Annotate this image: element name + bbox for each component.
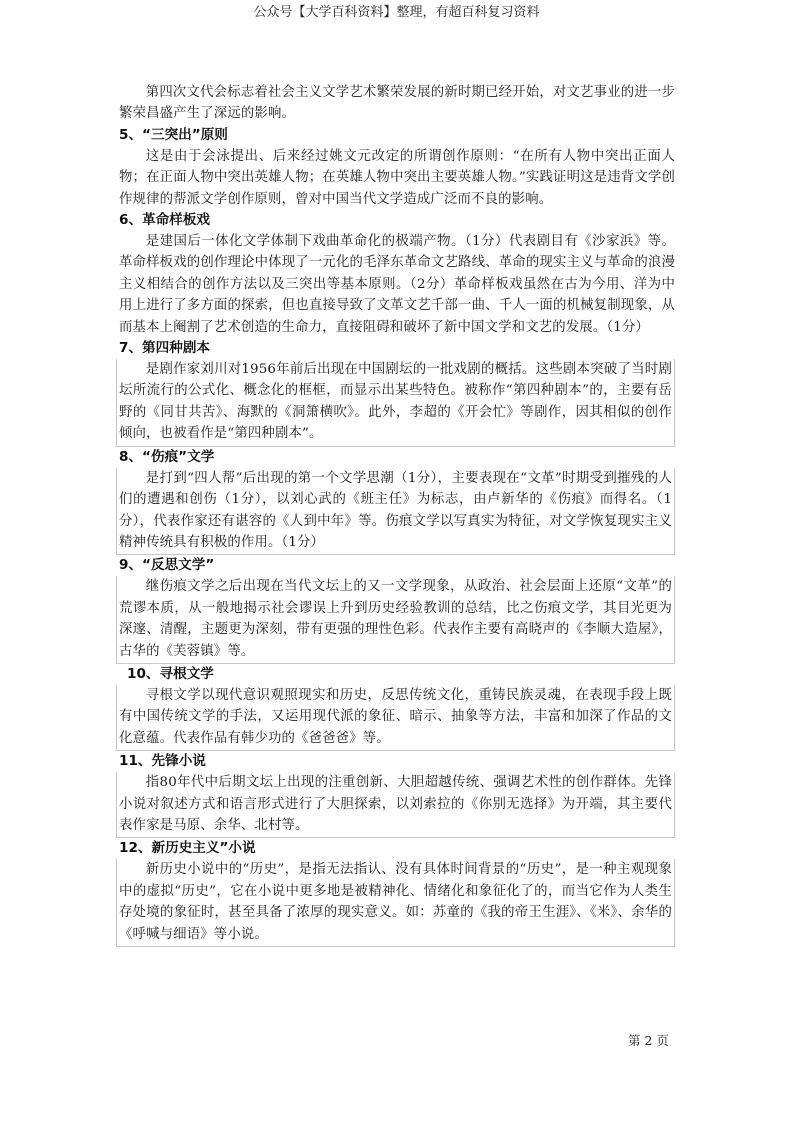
heading-fourth-script: 7、第四种剧本 <box>119 340 211 357</box>
page-number: 第 2 页 <box>628 1033 669 1048</box>
heading-root-seeking: 10、寻根文学 <box>127 665 214 682</box>
paragraph-new-historicism: 新历史小说中的“历史”，是指无法指认、没有具体时间背景的“历史”，是一种主观现象中的虚拟“历史”，它在小说中更多地是被精神化、情绪化和象征化了的，而当它作为人类生存处境的象征时，甚至具备了浓厚的现实意义。如：苏童的《我的帝王生涯》、《米》、余华的《呼喊与细语》等小说。 <box>116 859 675 947</box>
paragraph-root-seeking: 寻根文学以现代意识观照现实和历史，反思传统文化，重铸民族灵魂，在表现手段上既有中国传统文学的手法，又运用现代派的象征、暗示、抽象等方法，丰富和加深了作品的文化意蕴。代表作品有韩少功的《爸爸爸》等。 <box>116 685 675 751</box>
paragraph-scar-literature: 是打到“四人帮”后出现的第一个文学思潮（1分），主要表现在“文革”时期受到摧残的人们的遭遇和创伤（1分），以刘心武的《班主任》为标志，由卢新华的《伤痕》而得名。（1分），代表作家还有谌容的《人到中年》等。伤痕文学以写真实为特征，对文学恢复现实主义精神传统具有积极的作用。（1分） <box>116 468 675 556</box>
page-header: 公众号【大学百科资料】整理，有超百科复习资料 <box>253 5 540 20</box>
heading-avant-garde: 11、先锋小说 <box>119 753 206 770</box>
paragraph-fourth-script: 是剧作家刘川对1956年前后出现在中国剧坛的一批戏剧的概括。这些剧本突破了当时剧坛所流行的公式化、概念化的框框，而显示出某些特色。被称作“第四种剧本”的，主要有岳野的《同甘共苦》、海默的《洞箫横吹》。此外，李超的《开会忙》等剧作，因其相似的创作倾向，也被看作是“第四种剧本”。 <box>116 359 675 447</box>
paragraph-san-tu-chu: 这是由于会泳提出、后来经过姚文元改定的所谓创作原则：“在所有人物中突出正面人物；在正面人物中突出英雄人物；在英雄人物中突出主要英雄人物。”实践证明这是违背文学创作规律的帮派文学创作原则，曾对中国当代文学造成广泛而不良的影响。 <box>119 148 675 207</box>
paragraph-reflection-literature: 继伤痕文学之后出现在当代文坛上的又一文学现象，从政治、社会层面上还原“文革”的荒谬本质，从一般地揭示社会谬误上升到历史经验教训的总结，比之伤痕文学，其目光更为深邃、清醒，主题更为深刻，带有更强的理性色彩。代表作主要有高晓声的《李顺大造屋》，古华的《芙蓉镇》等。 <box>116 576 675 664</box>
paragraph-yangban-xi: 是建国后一体化文学体制下戏曲革命化的极端产物。（1分）代表剧目有《沙家浜》等。革命样板戏的创作理论中体现了一元化的毛泽东革命文艺路线、革命的现实主义与革命的浪漫主义相结合的创作方法以及三突出等基本原则。（2分）革命样板戏虽然在古为今用、洋为中用上进行了多方面的探索，但也直接导致了文革文艺千部一曲、千人一面的机械复制现象，从而基本上阉割了艺术创造的生命力，直接阻碍和破坏了新中国文学和文艺的发展。（1分） <box>119 234 675 335</box>
paragraph-intro: 第四次文代会标志着社会主义文学艺术繁荣发展的新时期已经开始，对文艺事业的进一步繁荣昌盛产生了深远的影响。 <box>119 85 675 122</box>
paragraph-avant-garde: 指80年代中后期文坛上出现的注重创新、大胆超越传统、强调艺术性的创作群体。先锋小说对叙述方式和语言形式进行了大胆探索，以刘索拉的《你别无选择》为开端，其主要代表作家是马原、余华、北村等。 <box>116 772 675 838</box>
heading-san-tu-chu: 5、“三突出”原则 <box>119 126 228 143</box>
document-body <box>119 82 675 947</box>
heading-scar-literature: 8、“伤痕”文学 <box>119 448 215 465</box>
heading-reflection-literature: 9、“反思文学” <box>119 557 215 574</box>
heading-yangban-xi: 6、革命样板戏 <box>119 212 211 229</box>
heading-new-historicism: 12、新历史主义”小说 <box>119 840 256 857</box>
